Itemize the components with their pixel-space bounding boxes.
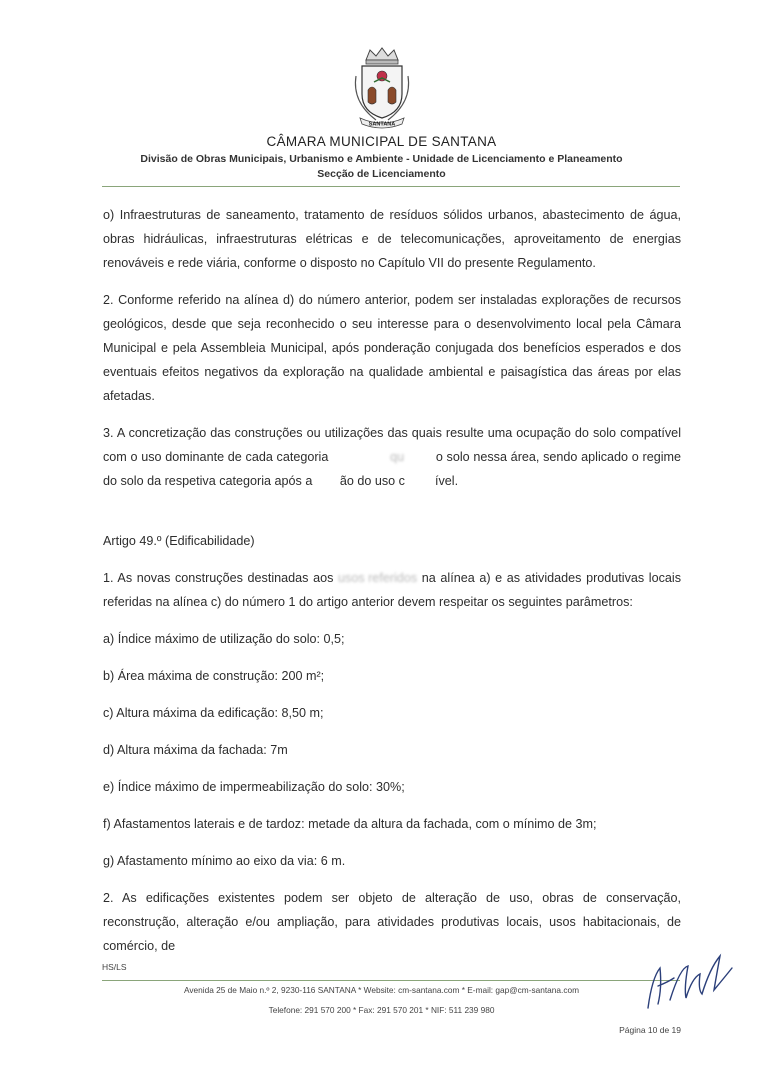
section-subtitle: Secção de Licenciamento (317, 168, 446, 180)
p3-part-d: ão do uso c (339, 474, 405, 488)
footer-divider (102, 980, 680, 981)
division-subtitle: Divisão de Obras Municipais, Urbanismo e Ambiente - Unidade de Licenciamento e Planeamento (140, 153, 623, 165)
article-paragraph-1 (103, 566, 681, 614)
handwritten-signature (640, 938, 740, 1018)
a1-smudge: usos referidos (338, 571, 418, 585)
document-body (103, 203, 681, 971)
list-item-e: e) Índice máximo de impermeabilização do solo: 30%; (103, 780, 405, 794)
p3-part-e: ível. (434, 474, 459, 488)
municipal-crest (346, 46, 418, 130)
article-heading: Artigo 49.º (Edificabilidade) (103, 534, 255, 548)
document-code: HS/LS (102, 962, 127, 972)
paragraph-o: o) Infraestruturas de saneamento, tratamento de resíduos sólidos urbanos, abastecimento de água, obras hidráulicas, infraestruturas elétricas e de telecomunicações, aproveitamento de energias renováveis e rede viária, conforme o disposto no Capítulo VII do presente Regulamento. (103, 208, 681, 270)
page-title: CÂMARA MUNICIPAL DE SANTANA (266, 134, 497, 149)
list-item-d: d) Altura máxima da fachada: 7m (103, 743, 288, 757)
header-divider (102, 186, 680, 187)
footer-contacts: Telefone: 291 570 200 * Fax: 291 570 201 * NIF: 511 239 980 (268, 1005, 495, 1015)
a1-part-a: 1. As novas construções destinadas aos (103, 571, 339, 585)
paragraph-2: 2. Conforme referido na alínea d) do número anterior, podem ser instaladas explorações de recursos geológicos, desde que seja reconhecido o seu interesse para o desenvolvimento local pela Câmara Municipal e pela Assembleia Municipal, após ponderação conjugada dos benefícios esperados e dos eventuais efeitos negativos da exploração na qualidade ambiental e paisagística das áreas por elas afetadas. (103, 293, 681, 403)
list-item-b: b) Área máxima de construção: 200 m²; (103, 669, 325, 683)
p3-part-c: o solo nessa área, sendo aplicado o regime do solo da respetiva categoria após a (103, 450, 681, 488)
footer-address: Avenida 25 de Maio n.º 2, 9230-116 SANTANA * Website: cm-santana.com * E-mail: gap@cm-santana.com (184, 985, 579, 995)
a1-part-b: na alínea a) e as atividades produtivas locais referidas na alínea c) do número 1 do artigo anterior devem respeitar os seguintes parâmetros: (103, 571, 681, 609)
p3-smudge: qu (390, 450, 405, 464)
list-item-g: g) Afastamento mínimo ao eixo da via: 6 m. (103, 854, 346, 868)
list-item-a: a) Índice máximo de utilização do solo: 0,5; (103, 632, 345, 646)
p3-part-a: 3. A concretização das construções ou utilizações das quais resulte uma ocupação do solo compatível com o uso dominante de cada categoria (103, 426, 681, 464)
list-item-f: f) Afastamentos laterais e de tardoz: metade da altura da fachada, com o mínimo de 3m; (103, 817, 597, 831)
paragraph-3 (103, 421, 681, 493)
crest-text: SANTANA (368, 121, 396, 128)
page-number: Página 10 de 19 (619, 1025, 681, 1035)
list-item-c: c) Altura máxima da edificação: 8,50 m; (103, 706, 324, 720)
article-paragraph-2: 2. As edificações existentes podem ser objeto de alteração de uso, obras de conservação, reconstrução, alteração e/ou ampliação, para atividades produtivas locais, usos habitacionais, de comércio, de (103, 891, 681, 953)
